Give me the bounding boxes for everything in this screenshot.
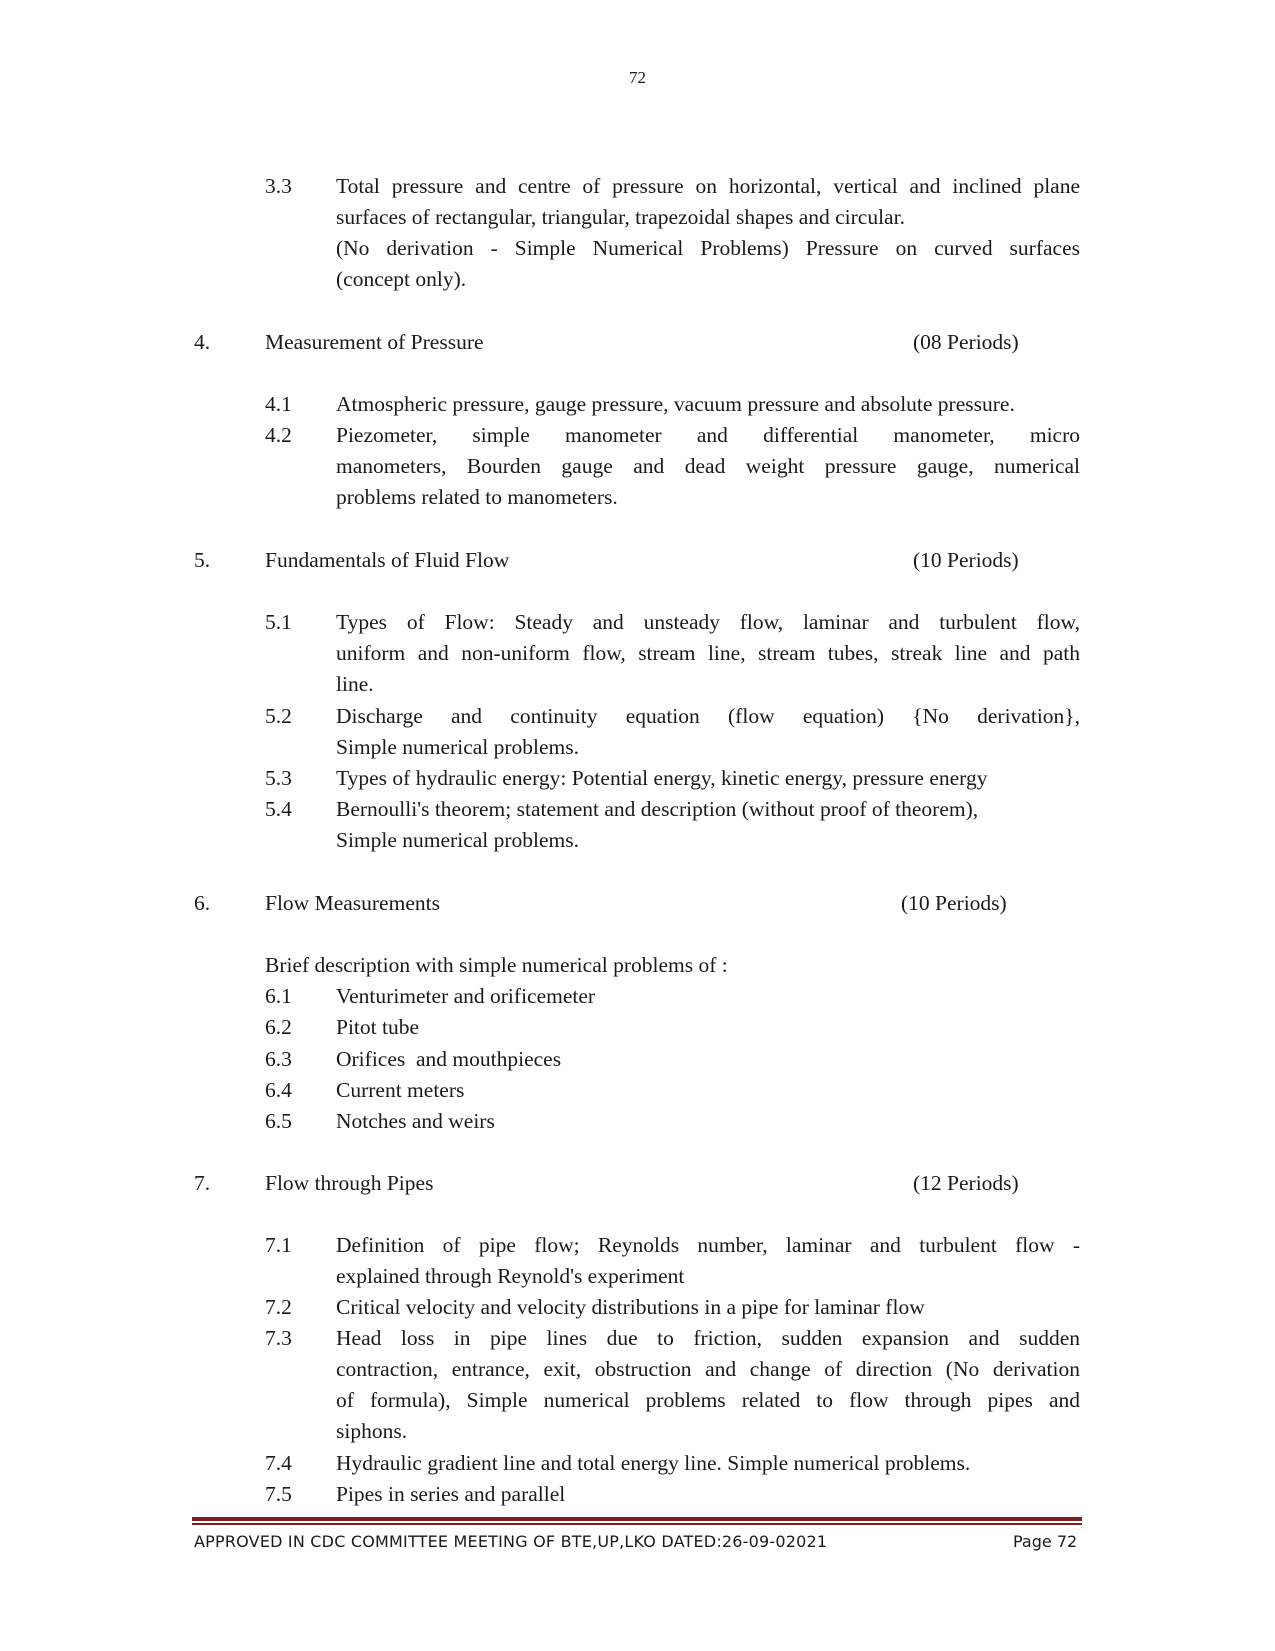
section-7-number: 7.: [194, 1171, 211, 1195]
item-7-3-number: 7.3: [265, 1326, 292, 1350]
item-7-1-text: Definition of pipe flow; Reynolds number, laminar and turbulent flow - explained through Reynold's experiment: [336, 1233, 1080, 1288]
item-7-1-number: 7.1: [265, 1233, 292, 1257]
section-5-periods: (10 Periods): [913, 548, 1019, 572]
item-7-4-number: 7.4: [265, 1451, 292, 1475]
item-6-3-text: Orifices and mouthpieces: [336, 1047, 562, 1071]
item-4-2-number: 4.2: [265, 423, 292, 447]
item-7-2-text: Critical velocity and velocity distributions in a pipe for laminar flow: [336, 1295, 925, 1319]
item-5-3-text: Types of hydraulic energy: Potential energy, kinetic energy, pressure energy: [336, 766, 988, 790]
footer-rule-thick: [192, 1517, 1082, 1521]
item-5-1-text: Types of Flow: Steady and unsteady flow, laminar and turbulent flow, uniform and non-uniform flow, stream line, stream tubes, streak line and path line.: [336, 610, 1080, 696]
item-7-5-text: Pipes in series and parallel: [336, 1482, 566, 1506]
item-3-3-number: 3.3: [265, 174, 292, 198]
section-5-number: 5.: [194, 548, 211, 572]
item-6-2-number: 6.2: [265, 1015, 292, 1039]
item-5-4-number: 5.4: [265, 797, 292, 821]
item-6-1-text: Venturimeter and orificemeter: [336, 984, 596, 1008]
item-5-2-text: Discharge and continuity equation (flow equation) {No derivation}, Simple numerical problems.: [336, 704, 1080, 759]
section-6-periods: (10 Periods): [901, 891, 1007, 915]
section-6-intro: Brief description with simple numerical problems of :: [265, 953, 728, 977]
item-6-4-text: Current meters: [336, 1078, 465, 1102]
item-6-3-number: 6.3: [265, 1047, 292, 1071]
item-6-4-number: 6.4: [265, 1078, 292, 1102]
item-7-5-number: 7.5: [265, 1482, 292, 1506]
section-4-title: Measurement of Pressure: [265, 330, 484, 354]
section-5-title: Fundamentals of Fluid Flow: [265, 548, 510, 572]
item-5-1-number: 5.1: [265, 610, 292, 634]
item-6-5-number: 6.5: [265, 1109, 292, 1133]
section-6-title: Flow Measurements: [265, 891, 440, 915]
section-4-number: 4.: [194, 330, 211, 354]
item-5-4-text: Bernoulli's theorem; statement and description (without proof of theorem), Simple numerical problems.: [336, 797, 979, 852]
section-7-title: Flow through Pipes: [265, 1171, 434, 1195]
item-5-3-number: 5.3: [265, 766, 292, 790]
item-4-1-number: 4.1: [265, 392, 292, 416]
section-4-periods: (08 Periods): [913, 330, 1019, 354]
item-6-2-text: Pitot tube: [336, 1015, 420, 1039]
item-4-1-text: Atmospheric pressure, gauge pressure, vacuum pressure and absolute pressure.: [336, 392, 1015, 416]
item-6-5-text: Notches and weirs: [336, 1109, 495, 1133]
item-7-3-text: Head loss in pipe lines due to friction, sudden expansion and sudden contraction, entrance, exit, obstruction and change of direction (No derivation of formula), Simple numerical problems related to flow through pipes and siphons.: [336, 1326, 1080, 1443]
item-6-1-number: 6.1: [265, 984, 292, 1008]
page-number: 72: [629, 68, 646, 87]
footer-approval-text: APPROVED IN CDC COMMITTEE MEETING OF BTE,UP,LKO DATED:26-09-02021: [194, 1532, 828, 1551]
item-7-4-text: Hydraulic gradient line and total energy line. Simple numerical problems.: [336, 1451, 971, 1475]
footer-rule-thin: [192, 1523, 1082, 1525]
item-7-2-number: 7.2: [265, 1295, 292, 1319]
section-7-periods: (12 Periods): [913, 1171, 1019, 1195]
section-6-number: 6.: [194, 891, 211, 915]
item-3-3-text: Total pressure and centre of pressure on horizontal, vertical and inclined plane surfaces of rectangular, triangular, trapezoidal shapes and circular. (No derivation - Simple Numerical Problems) Pressure on curved surfaces (concept only).: [336, 174, 1080, 291]
footer-page-number: Page 72: [1013, 1532, 1078, 1551]
item-5-2-number: 5.2: [265, 704, 292, 728]
item-4-2-text: Piezometer, simple manometer and differential manometer, micro manometers, Bourden gauge and dead weight pressure gauge, numerical problems related to manometers.: [336, 423, 1080, 509]
